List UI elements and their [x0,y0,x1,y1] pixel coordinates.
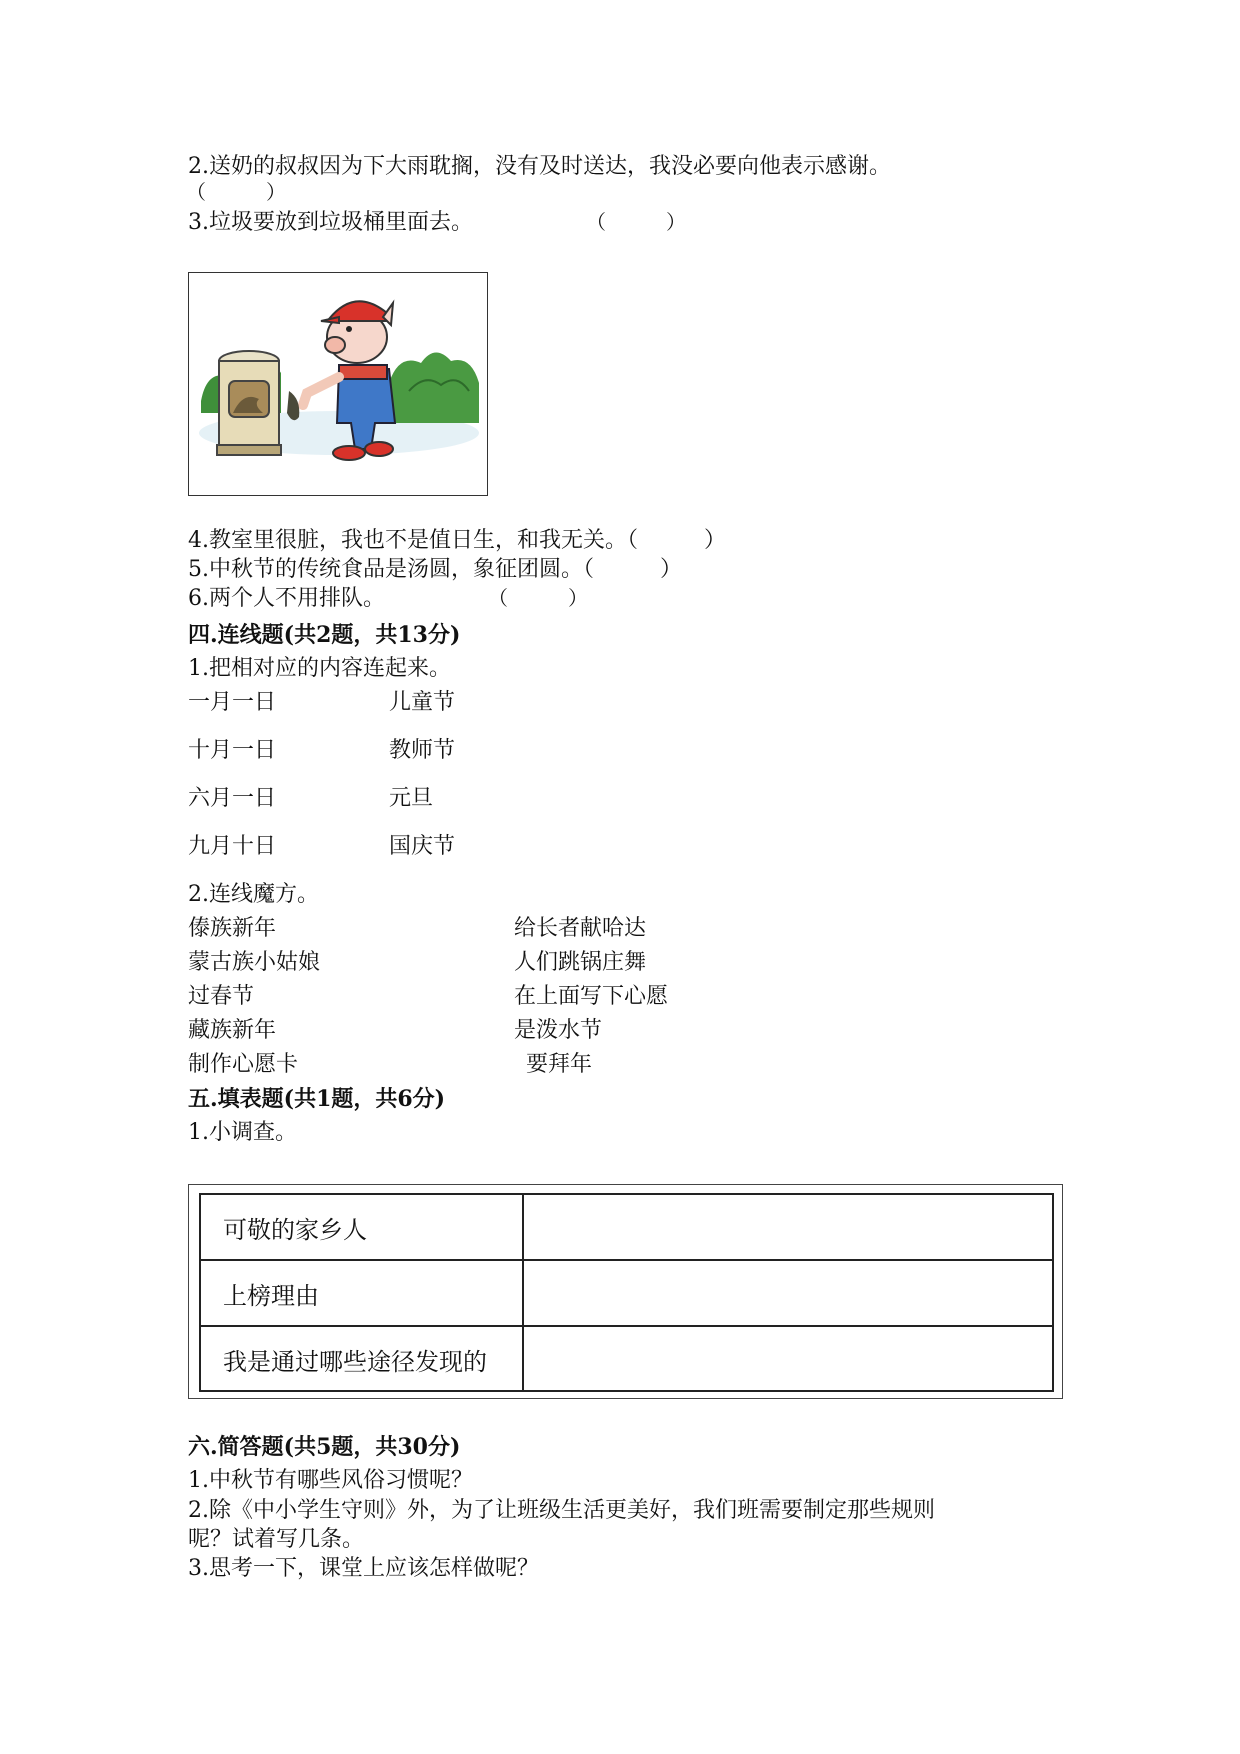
survey-row-label: 我是通过哪些途径发现的 [201,1326,523,1391]
short-answer-q1: 1.中秋节有哪些风俗习惯呢？ [188,1468,473,1493]
table-row [201,1326,1052,1391]
question-3-answer-paren[interactable]: （ ） [586,210,686,234]
culture-right-item[interactable]: 给长者献哈达 [514,916,647,941]
question-6-answer-paren[interactable]: （ ） [488,586,588,610]
matching-q1-prompt: 1.把相对应的内容连起来。 [188,656,451,681]
question-5-text: 5.中秋节的传统食品是汤圆，象征团圆。（ ） [188,557,682,582]
section-5-heading: 五.填表题(共1题，共6分) [188,1086,446,1112]
survey-table-border [199,1193,1054,1392]
short-answer-q2-line1: 2.除《中小学生守则》外，为了让班级生活更美好，我们班需要制定那些规则 [188,1498,935,1523]
illustration-drawing [189,273,487,495]
question-2-answer-paren[interactable]: （ ） [186,180,286,204]
date-item[interactable]: 十月一日 [188,738,277,763]
question-2-text: 2.送奶的叔叔因为下大雨耽搁，没有及时送达，我没必要向他表示感谢。 [188,154,891,179]
culture-right-item[interactable]: 是泼水节 [514,1018,603,1043]
culture-right-item[interactable]: 人们跳锅庄舞 [514,950,647,975]
survey-answer-cell[interactable] [523,1195,1052,1260]
matching-q2-prompt: 2.连线魔方。 [188,882,319,907]
survey-row-label: 上榜理由 [201,1260,523,1326]
holiday-item[interactable]: 教师节 [389,738,456,763]
table-row [201,1195,1052,1260]
survey-table [201,1195,1052,1391]
culture-right-item[interactable]: 在上面写下心愿 [514,984,669,1009]
culture-left-item[interactable]: 藏族新年 [188,1018,277,1043]
holiday-item[interactable]: 儿童节 [389,690,456,715]
section-6-heading: 六.简答题(共5题，共30分) [188,1434,461,1460]
pig-trash-can-illustration [188,272,488,496]
holiday-item[interactable]: 元旦 [389,786,434,811]
culture-left-item[interactable]: 过春节 [188,984,255,1009]
survey-prompt: 1.小调查。 [188,1120,297,1145]
date-item[interactable]: 六月一日 [188,786,277,811]
question-4-text: 4.教室里很脏，我也不是值日生，和我无关。（ ） [188,528,726,553]
holiday-item[interactable]: 国庆节 [389,834,456,859]
question-6-text: 6.两个人不用排队。 [188,586,385,611]
table-row [201,1260,1052,1326]
section-4-heading: 四.连线题(共2题，共13分) [188,622,461,648]
date-item[interactable]: 一月一日 [188,690,277,715]
culture-left-item[interactable]: 蒙古族小姑娘 [188,950,321,975]
short-answer-q3: 3.思考一下，课堂上应该怎样做呢？ [188,1556,539,1581]
survey-table-frame [188,1184,1063,1399]
survey-row-label: 可敬的家乡人 [201,1195,523,1260]
culture-left-item[interactable]: 傣族新年 [188,916,277,941]
culture-right-item[interactable]: 要拜年 [526,1052,593,1077]
survey-answer-cell[interactable] [523,1260,1052,1326]
date-item[interactable]: 九月十日 [188,834,277,859]
question-3-text: 3.垃圾要放到垃圾桶里面去。 [188,210,473,235]
culture-left-item[interactable]: 制作心愿卡 [188,1052,299,1077]
short-answer-q2-line2: 呢？试着写几条。 [188,1527,365,1552]
survey-answer-cell[interactable] [523,1326,1052,1391]
